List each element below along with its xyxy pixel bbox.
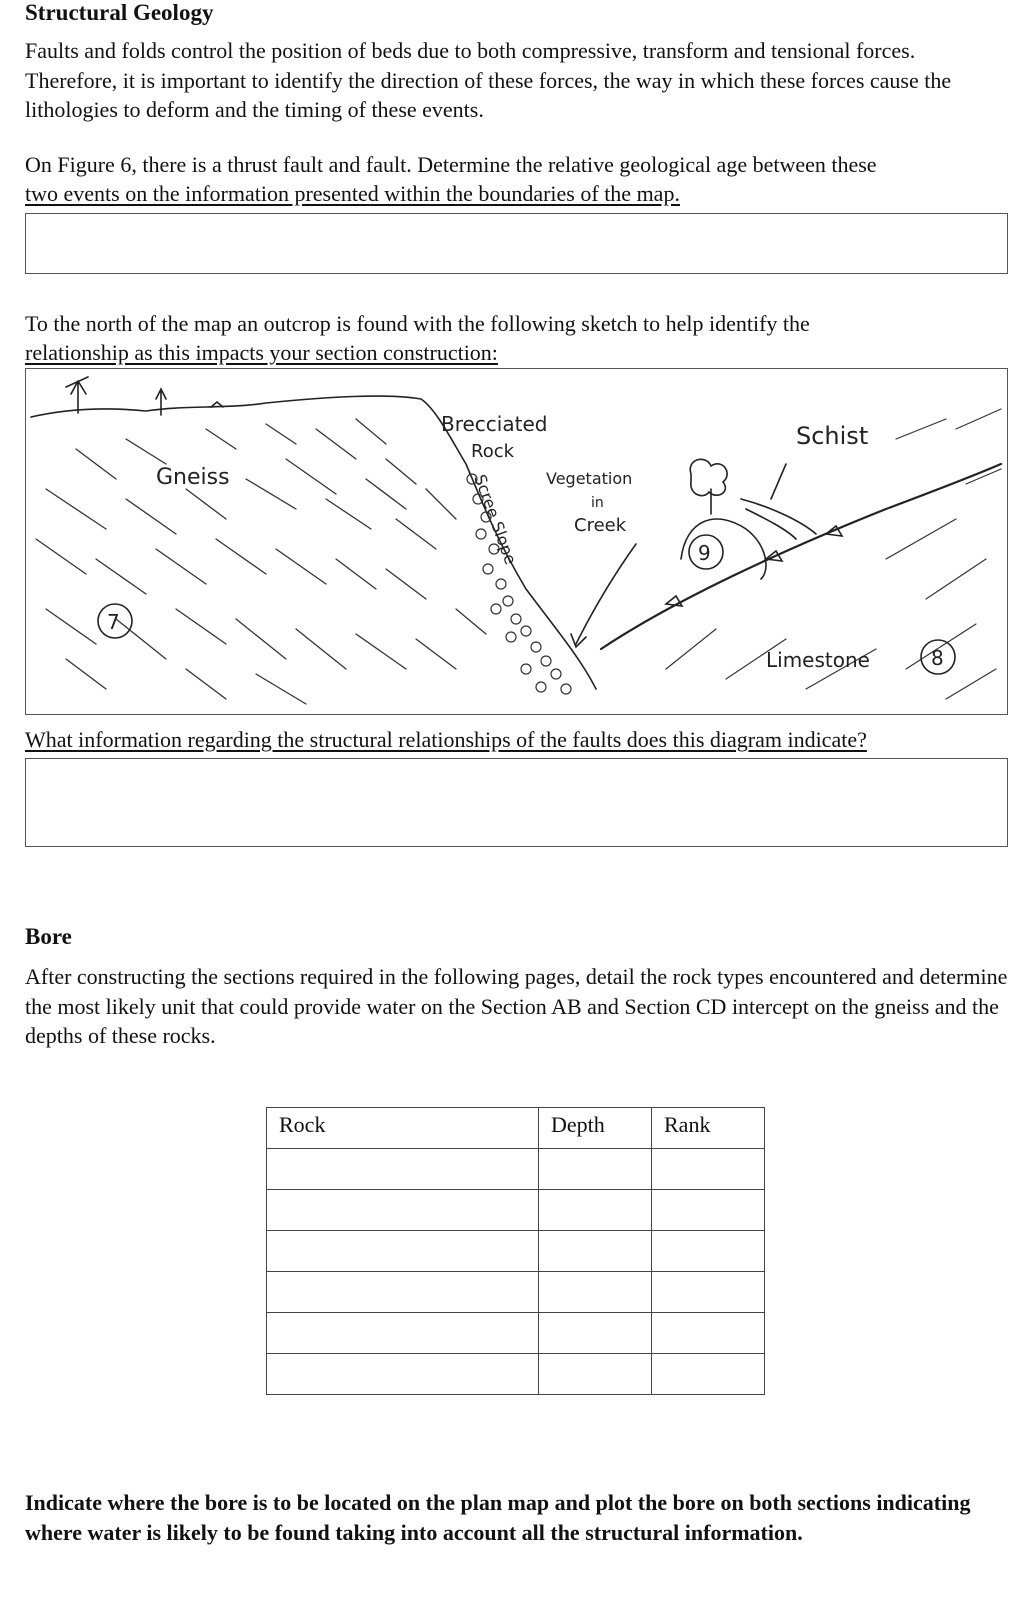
rock-cell[interactable] — [267, 1313, 539, 1354]
rank-cell[interactable] — [652, 1231, 765, 1272]
question-2: What information regarding the structural relationships of the faults does this diagram indicate? — [25, 727, 867, 752]
bore-instruction: Indicate where the bore is to be located on the plan map and plot the bore on both sections indicating where water is likely to be found taking into account all the structural information. — [25, 1490, 971, 1545]
sketch-label-scree-slope: Scree Slope — [470, 471, 521, 568]
bore-col-depth: Depth — [539, 1108, 652, 1149]
intro-paragraph: Faults and folds control the position of beds due to both compressive, transform and tensional forces. Therefore, it is important to identify the direction of these forces, the way in which these forces cause the lithologies to deform and the timing of these events. — [25, 38, 952, 122]
answer-box-2[interactable] — [25, 758, 1008, 847]
section-heading-structural: Structural Geology — [25, 0, 214, 25]
rock-cell[interactable] — [267, 1190, 539, 1231]
rock-cell[interactable] — [267, 1231, 539, 1272]
answer-box-1[interactable] — [25, 213, 1008, 274]
table-row — [267, 1149, 765, 1190]
sketch-label-vegetation: Vegetation — [546, 469, 633, 488]
outcrop-line-2: relationship as this impacts your section construction: — [25, 340, 498, 365]
sketch-label-schist: Schist — [796, 422, 869, 450]
bore-table — [266, 1107, 765, 1395]
sketch-label-7: 7 — [107, 610, 120, 634]
sketch-label-8: 8 — [931, 646, 944, 670]
bore-table-header-row — [267, 1108, 765, 1149]
table-row — [267, 1313, 765, 1354]
section-heading-bore: Bore — [25, 924, 72, 949]
rank-cell[interactable] — [652, 1190, 765, 1231]
tree-left-1 — [66, 377, 88, 413]
depth-cell[interactable] — [539, 1149, 652, 1190]
rank-cell[interactable] — [652, 1272, 765, 1313]
rank-cell[interactable] — [652, 1354, 765, 1395]
depth-cell[interactable] — [539, 1313, 652, 1354]
thrust-fault-line — [601, 464, 1001, 649]
depth-cell[interactable] — [539, 1231, 652, 1272]
tree-creek — [690, 459, 727, 514]
schist-pointer — [771, 464, 786, 499]
table-row — [267, 1190, 765, 1231]
sketch-label-creek: Creek — [574, 515, 627, 536]
creek-arrow — [576, 544, 636, 644]
sketch-label-9: 9 — [698, 541, 711, 565]
depth-cell[interactable] — [539, 1272, 652, 1313]
question-1-line-1: On Figure 6, there is a thrust fault and fault. Determine the relative geological age between these — [25, 152, 877, 177]
outcrop-sketch — [25, 368, 1008, 715]
rank-cell[interactable] — [652, 1313, 765, 1354]
rock-cell[interactable] — [267, 1149, 539, 1190]
fold-lines — [741, 499, 816, 539]
depth-cell[interactable] — [539, 1354, 652, 1395]
rock-cell[interactable] — [267, 1272, 539, 1313]
tree-left-2 — [156, 389, 166, 415]
sketch-label-gneiss: Gneiss — [156, 465, 230, 490]
rank-cell[interactable] — [652, 1149, 765, 1190]
table-row — [267, 1354, 765, 1395]
depth-cell[interactable] — [539, 1190, 652, 1231]
outcrop-line-1: To the north of the map an outcrop is found with the following sketch to help identify the — [25, 311, 810, 336]
rock-cell[interactable] — [267, 1354, 539, 1395]
question-1-line-2: two events on the information presented within the boundaries of the map. — [25, 181, 680, 206]
bore-paragraph: After constructing the sections required in the following pages, detail the rock types encountered and determine the most likely unit that could provide water on the Section AB and Section CD intercept on the gneiss and the depths of these rocks. — [25, 964, 1008, 1048]
sketch-label-limestone: Limestone — [766, 648, 870, 672]
sketch-label-in: in — [591, 495, 604, 511]
outcrop-sketch-drawing — [26, 369, 1007, 714]
bore-col-rock: Rock — [267, 1108, 539, 1149]
sketch-label-brecciated: Brecciated — [441, 412, 548, 436]
sketch-label-rock: Rock — [471, 441, 515, 462]
table-row — [267, 1272, 765, 1313]
table-row — [267, 1231, 765, 1272]
bore-col-rank: Rank — [652, 1108, 765, 1149]
